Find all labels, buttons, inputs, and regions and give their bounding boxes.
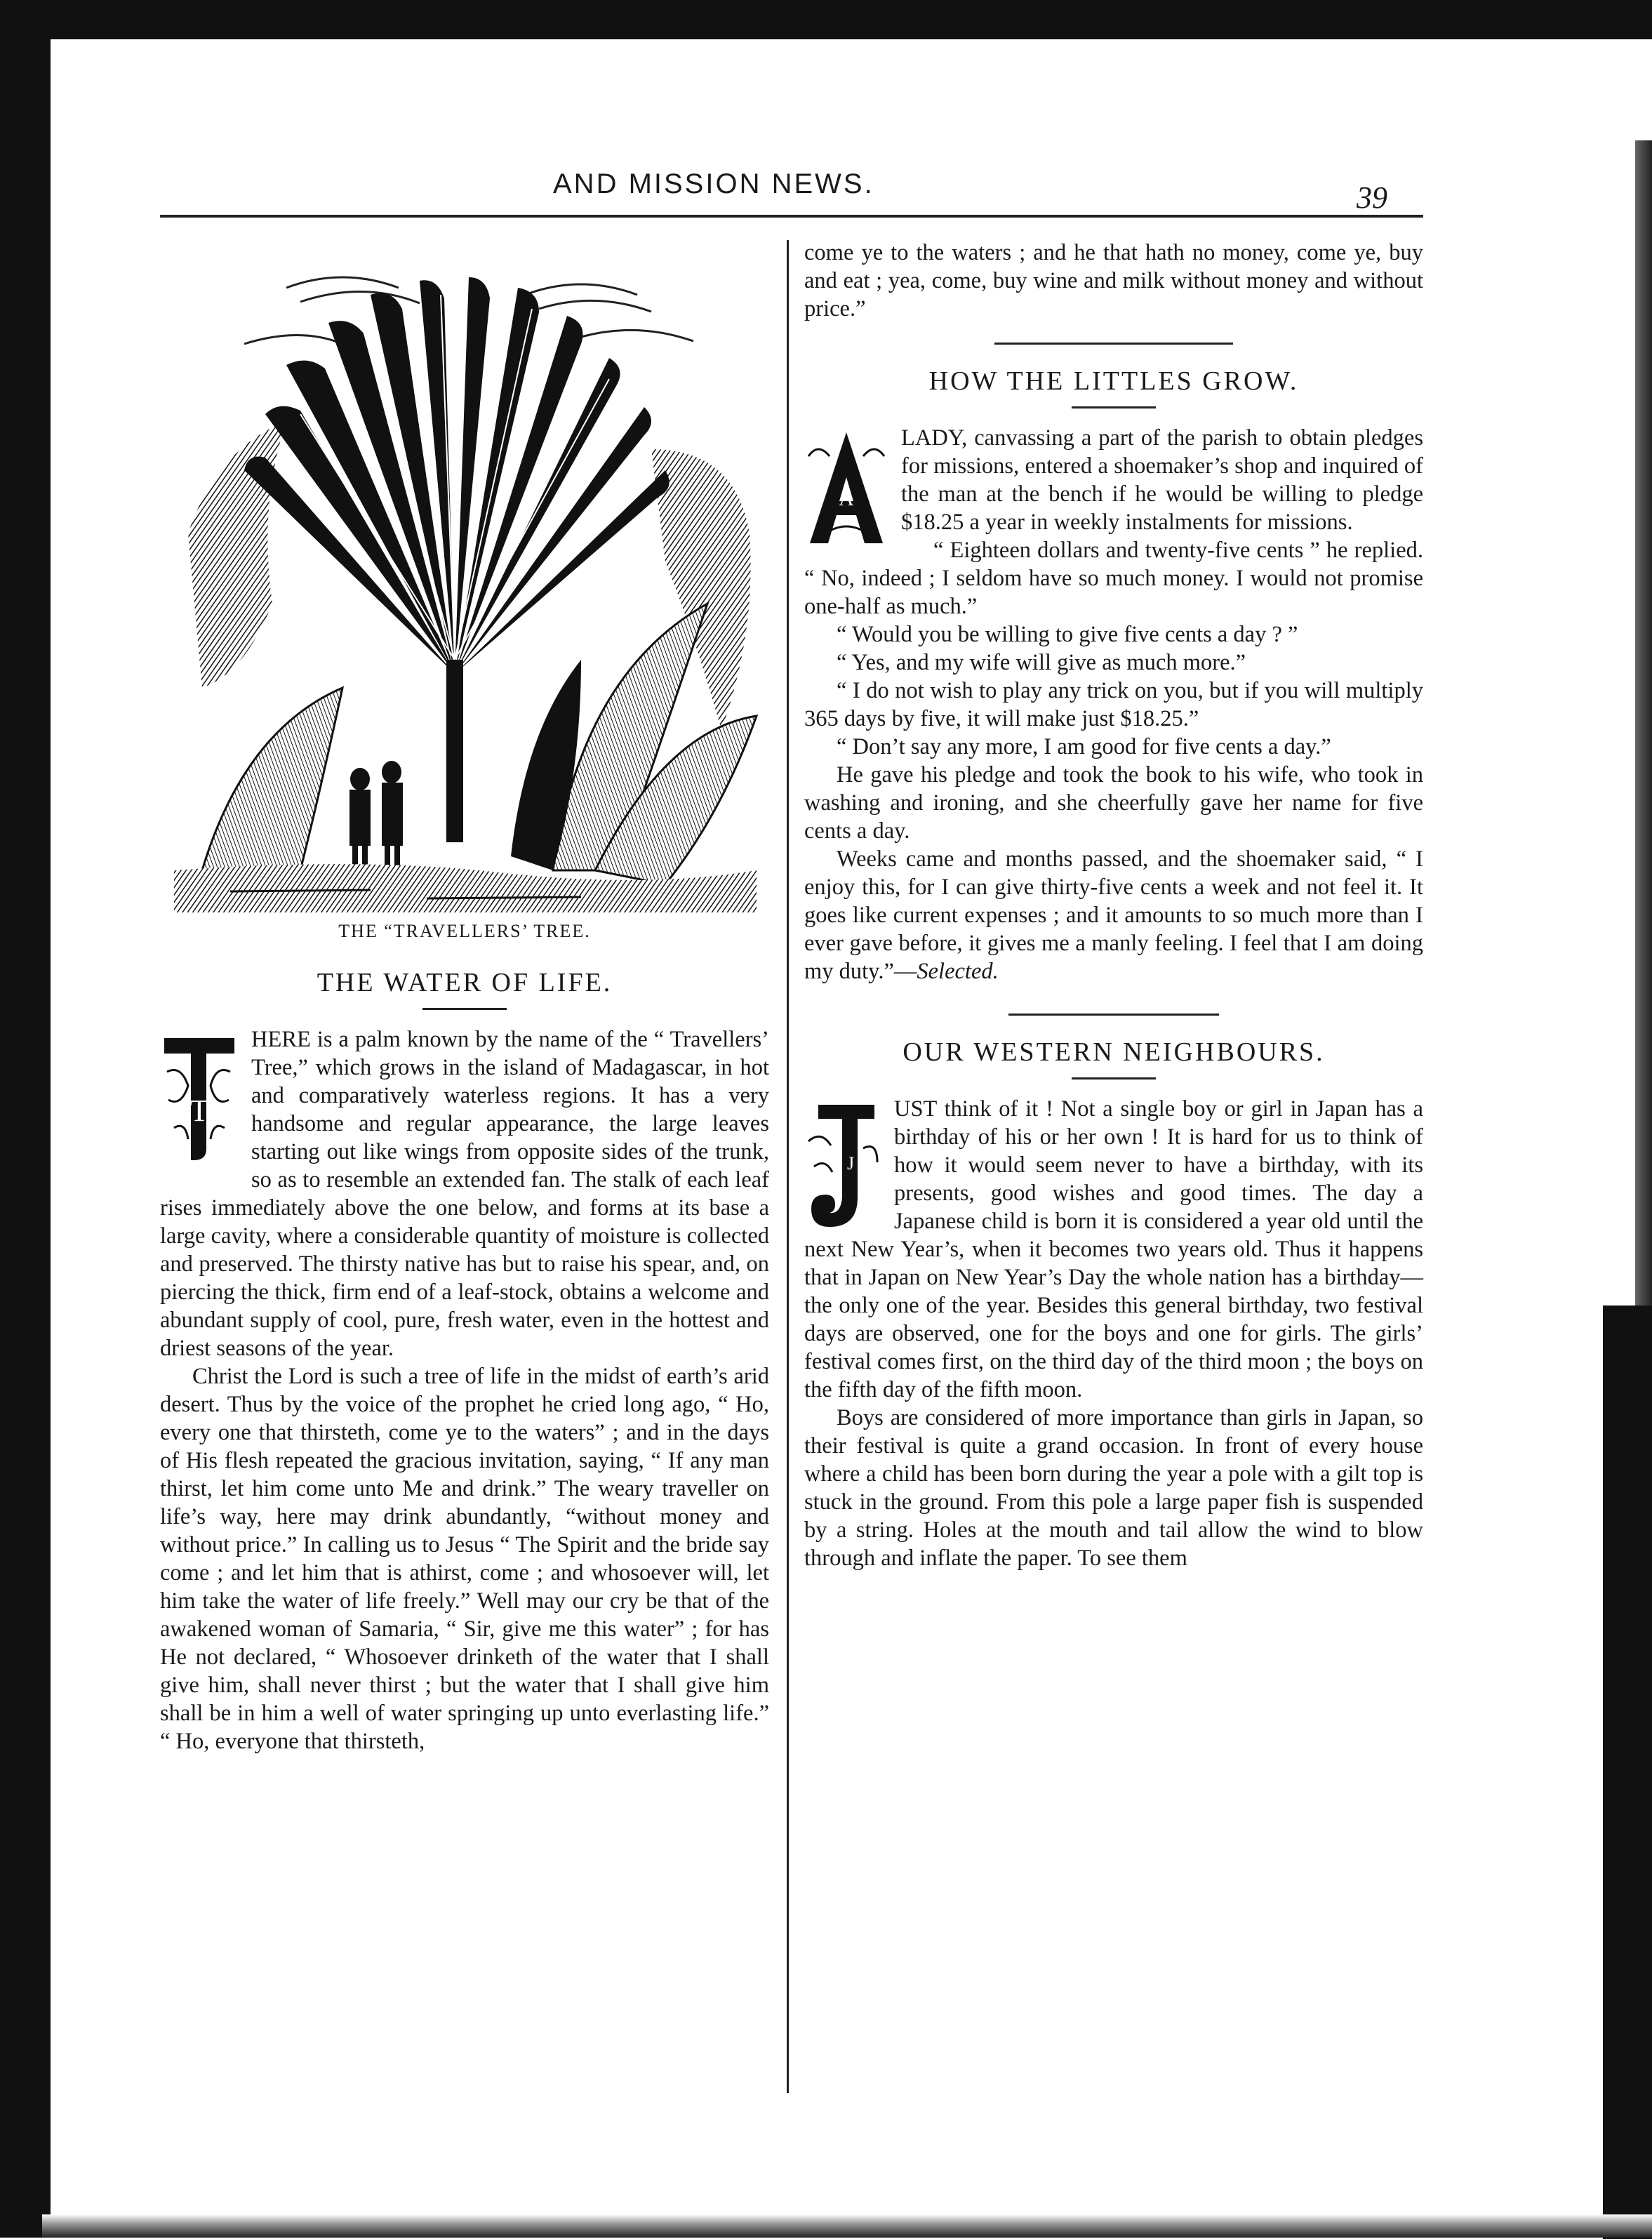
running-head [160,168,1423,218]
paragraph-with-attribution [804,845,1423,985]
svg-text:A: A [839,487,854,510]
scan-border-left [0,35,51,2238]
page-number: 39 [1357,180,1387,215]
ornamental-dropcap-t [160,1030,239,1167]
svg-text:T: T [189,1094,209,1128]
paragraph: “ I do not wish to play any trick on you, but if you will multiply 365 days by five, it will make just $18.25.” [804,678,1423,731]
svg-text:J: J [846,1153,855,1174]
travellers-tree-illustration [160,239,769,912]
continuation-paragraph: come ye to the waters ; and he that hath no money, come ye, buy and eat ; yea, come, buy wine and milk without money and without price.” [804,240,1423,321]
scan-border-top [0,0,1652,39]
travellers-tree-engraving [160,239,769,912]
paragraph: “ Would you be willing to give five cents a day ? ” [837,622,1298,647]
header-rule [160,215,1423,218]
ornamental-dropcap-j [804,1099,881,1233]
paragraph: LADY, canvassing a part of the parish to obtain pledges for missions, entered a shoemaker’s shop and inquired of the man at the bench if he would be willing to pledge $18.25 a year in weekly instalments for missions. [901,425,1423,535]
article-title-littles-grow: HOW THE LITTLES GROW. [928,366,1299,396]
title-rule [422,1008,507,1010]
paragraph: “ Yes, and my wife will give as much more.” [837,650,1246,675]
article-body-water-of-life [160,1025,769,1755]
paragraph: HERE is a palm known by the name of the “ Travellers’ Tree,” which grows in the island of Madagascar, in hot and comparatively waterless regions. It has a very handsome and regular appearance, the large leaves starting out like wings from opposite sides of the trunk, so as to resemble an extended fan. The stalk of each leaf rises immediately above the one below, and forms at its base a large cavity, where a considerable quantity of moisture is collected and preserved. The thirsty native has but to raise his spear, and, on piercing the thick, firm end of a leaf-stock, obtains a welcome and abundant supply of cool, pure, fresh water, even in the hottest and driest seasons of the year. [160,1027,769,1361]
section-divider [1008,1014,1219,1016]
paragraph: “ Eighteen dollars and twenty-five cents ” he replied. “ No, indeed ; I seldom have so much money. I would not promise one-half as much.” [804,538,1423,619]
paragraph: Christ the Lord is such a tree of life in the midst of earth’s arid desert. Thus by the voice of the prophet he cried long ago, “ Ho, every one that thirsteth, come ye to the waters” ; and in the days of His flesh repeated the gracious invitation, saying, “ If any man thirst, let him come unto Me and drink.” The weary traveller on life’s way, here may drink abundantly, “without money and without price.” In calling us to Jesus “ The Spirit and the bride say come ; and let him that is athirst, come ; and whosoever will, let him take the water of life freely.” Well may our cry be that of the awakened woman of Samaria, “ Sir, give me this water” ; for has He not declared, “ Whosoever drinketh of the water that I shall give him, shall never thirst ; but the water that I shall give him shall be in him a well of water springing up unto everlasting life.” “ Ho, everyone that thirsteth, [160,1364,769,1754]
paragraph: He gave his pledge and took the book to his wife, who took in washing and ironing, and she cheerfully gave her name for five cents a day. [804,762,1423,844]
attribution: Selected. [917,959,999,984]
left-column [160,239,769,1755]
paragraph: UST think of it ! Not a single boy or girl in Japan has a birthday of his or her own ! It is hard for us to think of how it would seem never to have a birthday, with its presents, good wishes and good times. The day a Japanese child is born it is considered a year old until the next New Year’s, when it becomes two years old. Thus it happens that in Japan on New Year’s Day the whole nation has a birthday—the only one of the year. Besides this general birthday, two festival days are observed, one for the boys and one for girls. The girls’ festival comes first, on the third day of the third moon ; the boys on the fifth day of the fifth moon. [804,1096,1423,1402]
paragraph: Boys are considered of more importance than girls in Japan, so their festival is quite a grand occasion. In front of every house where a child has been born during the year a pole with a gilt top is stuck in the ground. From this pole a large paper fish is suspended by a string. Holes at the mouth and tail allow the wind to blow through and inflate the paper. To see them [804,1405,1423,1571]
scan-border-right-lower [1603,1305,1652,2239]
title-rule [1072,1077,1156,1079]
paragraph: “ Don’t say any more, I am good for five cents a day.” [837,734,1331,759]
article-body-littles-grow [804,424,1423,985]
paragraph-text: Weeks came and months passed, and the shoemaker said, “ I enjoy this, for I can give thirty-five cents a week and not feel it. It goes like current expenses ; and it amounts to so much more than I ever gave before, it gives me a manly feeling. I feel that I am doing my duty.”— [804,846,1423,984]
magazine-page [160,168,1423,2148]
ornamental-dropcap-a [804,428,888,547]
article-title-western-neighbours: OUR WESTERN NEIGHBOURS. [902,1037,1325,1067]
article-body-western-neighbours [804,1095,1423,1572]
right-column [804,239,1423,1572]
running-title: AND MISSION NEWS. [553,168,874,199]
scan-border-bottom [42,2214,1652,2238]
article-title-water-of-life: THE WATER OF LIFE. [317,968,613,997]
column-rule [787,240,789,2093]
illustration-caption: THE “TRAVELLERS’ TREE. [338,921,591,941]
title-rule [1072,406,1156,408]
section-divider [994,343,1233,345]
